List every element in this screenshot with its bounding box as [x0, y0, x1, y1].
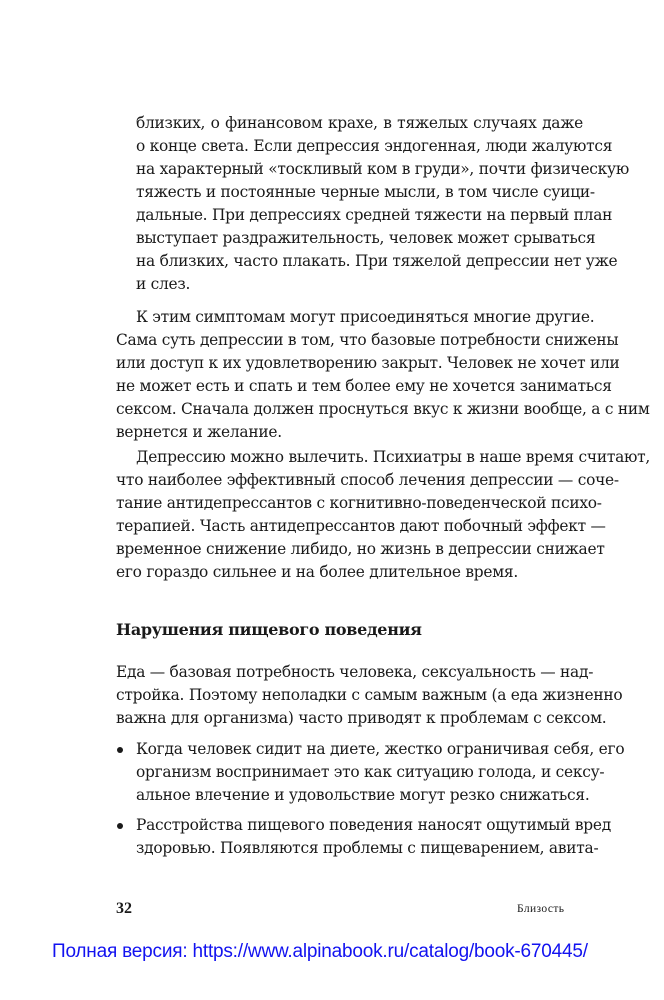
text-line: альное влечение и удовольствие могут резко снижаться. [136, 786, 590, 804]
text-line: тяжесть и постоянные черные мысли, в том числе суици- [136, 183, 595, 201]
text-line: К этим симптомам могут присоединяться многие другие. [136, 308, 595, 326]
text-line: здоровью. Появляются проблемы с пищеварением, авита- [136, 839, 599, 857]
text-line: тание антидепрессантов с когнитивно-поведенческой психо- [116, 494, 602, 512]
text-line: важна для организма) часто приводят к проблемам с сексом. [116, 709, 607, 727]
text-line: о конце света. Если депрессия эндогенная, люди жалуются [136, 137, 613, 155]
text-line: организм воспринимает это как ситуацию голода, и сексу- [136, 763, 605, 781]
text-line: терапией. Часть антидепрессантов дают побочный эффект — [116, 517, 606, 535]
text-line: стройка. Поэтому неполадки с самым важным (а еда жизненно [116, 686, 623, 704]
text-line: Расстройства пищевого поведения наносят ощутимый вред [136, 816, 611, 834]
text-line: Сама суть депрессии в том, что базовые потребности снижены [116, 331, 619, 349]
text-line: дальные. При депрессиях средней тяжести на первый план [136, 206, 613, 224]
text-line: Когда человек сидит на диете, жестко ограничивая себя, его [136, 740, 625, 758]
text-line: и слез. [136, 275, 191, 293]
text-line: что наиболее эффективный способ лечения депрессии — соче- [116, 471, 619, 489]
text-line: Депрессию можно вылечить. Психиатры в наше время считают, [136, 448, 651, 466]
text-line: его гораздо сильнее и на более длительное время. [116, 563, 519, 581]
text-line: вернется и желание. [116, 423, 282, 441]
full-version-link[interactable]: Полная версия: https://www.alpinabook.ru/catalog/book-670445/ [52, 941, 588, 962]
running-title: Близость [517, 903, 565, 915]
text-line: сексом. Сначала должен проснуться вкус к жизни вообще, а с ним [116, 400, 650, 418]
page-number: 32 [116, 900, 132, 917]
bullet-icon [117, 747, 123, 753]
bullet-icon [117, 823, 123, 829]
text-line: на характерный «тоскливый ком в груди», почти физическую [136, 160, 630, 178]
text-line: на близких, часто плакать. При тяжелой депрессии нет уже [136, 252, 618, 270]
text-line: временное снижение либидо, но жизнь в депрессии снижает [116, 540, 605, 558]
section-heading: Нарушения пищевого поведения [116, 620, 422, 639]
text-line: Еда — базовая потребность человека, сексуальность — над- [116, 663, 594, 681]
text-line: близких, о финансовом крахе, в тяжелых случаях даже [136, 114, 583, 132]
text-line: не может есть и спать и тем более ему не хочется заниматься [116, 377, 612, 395]
text-line: выступает раздражительность, человек может срываться [136, 229, 596, 247]
text-line: или доступ к их удовлетворению закрыт. Человек не хочет или [116, 354, 620, 372]
